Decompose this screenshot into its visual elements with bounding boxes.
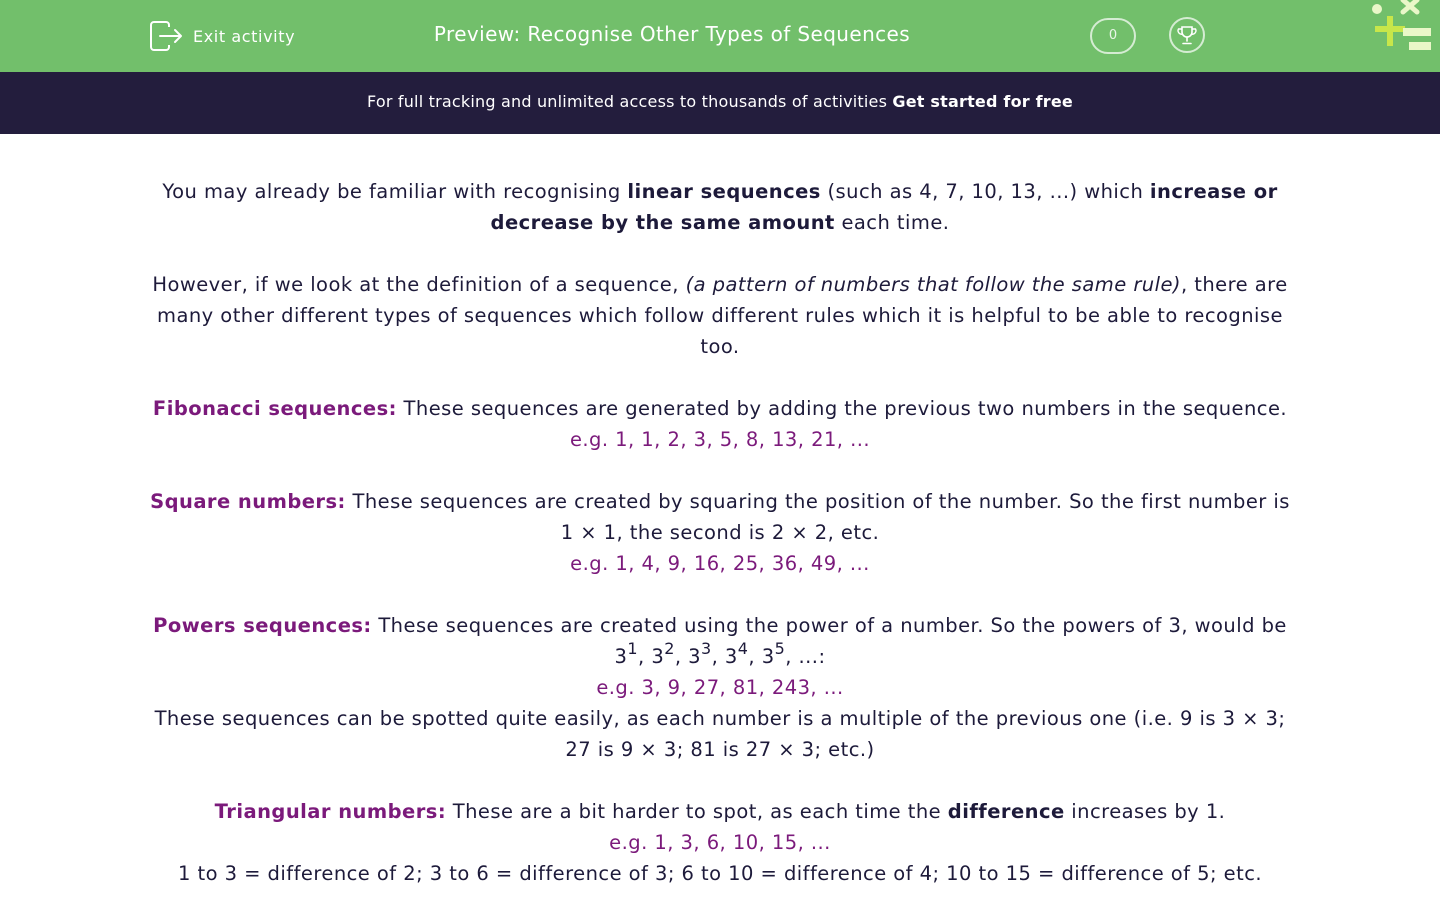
intro-paragraph: You may already be familiar with recognising linear sequences (such as 4, 7, 10, 13, ...) which increase or decrease by the same amount each time. [162,180,1278,234]
lesson-content [150,176,1290,889]
triangular-description: Triangular numbers: These are a bit harder to spot, as each time the difference increases by 1. [214,800,1226,823]
trophy-button[interactable] [1169,17,1205,53]
exit-activity-button[interactable] [150,20,295,52]
square-term: Square numbers: [150,490,346,513]
logo-icon [1365,0,1440,72]
powers-note: These sequences can be spotted quite easily, as each number is a multiple of the previous one (i.e. 9 is 3 × 3; 27 is 9 × 3; 81 is 27 × 3; etc.) [154,707,1286,761]
top-bar [0,0,1440,72]
score-badge: 0 [1090,18,1136,54]
get-started-link[interactable]: Get started for free [892,92,1073,111]
trophy-icon [1176,24,1198,46]
powers-term: Powers sequences: [153,614,372,637]
promo-banner [0,72,1440,134]
fibonacci-term: Fibonacci sequences: [152,397,397,420]
triangular-example: e.g. 1, 3, 6, 10, 15, ... [609,831,831,854]
fibonacci-description: Fibonacci sequences: These sequences are generated by adding the previous two numbers in the sequence. [152,397,1288,420]
promo-text: For full tracking and unlimited access to thousands of activities [367,92,888,111]
triangular-differences: 1 to 3 = difference of 2; 3 to 6 = difference of 3; 6 to 10 = difference of 4; 10 to 15 = difference of 5; etc. [177,862,1263,885]
page-title: Preview: Recognise Other Types of Sequences [433,22,911,46]
exit-activity-label: Exit activity [193,26,296,46]
powers-description: Powers sequences: These sequences are created using the power of a number. So the powers of 3, would be $3^1$, $3^2$, $3^3$, $3^4$, $3^5$, ...: [153,614,1287,668]
powers-example: e.g. 3, 9, 27, 81, 243, ... [596,676,844,699]
fibonacci-example: e.g. 1, 1, 2, 3, 5, 8, 13, 21, ... [569,428,871,451]
definition-quote: (a pattern of numbers that follow the same rule) [685,273,1181,296]
triangular-term: Triangular numbers: [214,800,447,823]
exit-icon [150,21,183,51]
definition-paragraph: However, if we look at the definition of a sequence, (a pattern of numbers that follow the same rule), there are many other different types of sequences which follow different rules which it is helpful to be able to recognise too. [152,273,1288,358]
linear-sequences-term: linear sequences [627,180,821,203]
square-example: e.g. 1, 4, 9, 16, 25, 36, 49, ... [570,552,870,575]
same-amount-phrase: increase or decrease by the same amount [490,180,1278,234]
square-description: Square numbers: These sequences are created by squaring the position of the number. So the first number is 1 × 1, the second is 2 × 2, etc. [150,490,1290,544]
difference-word: difference [947,800,1065,823]
